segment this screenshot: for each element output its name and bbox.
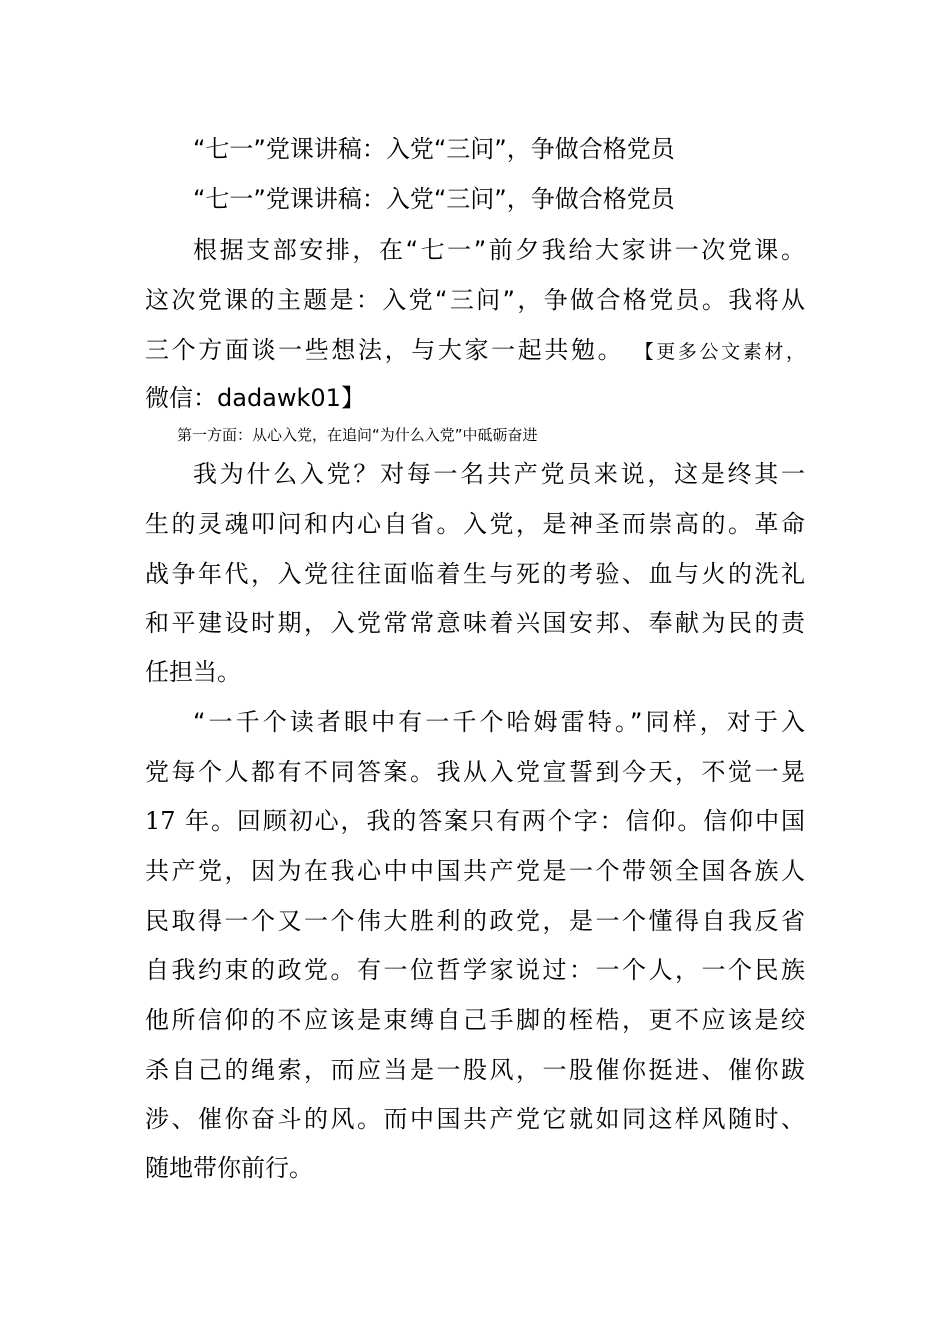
intro-line-main: 三个方面谈一些想法，与大家一起共勉。 xyxy=(145,336,625,364)
document-title-repeat: “七一”党课讲稿：入党“三问”，争做合格党员 xyxy=(193,185,675,213)
paragraph-line: 和平建设时期，入党常常意味着兴国安邦、奉献为民的责 xyxy=(145,609,805,637)
paragraph-line: 我为什么入党？对每一名共产党员来说，这是终其一 xyxy=(193,460,805,488)
years-number: 17 xyxy=(145,807,176,835)
paragraph-line: 任担当。 xyxy=(145,658,241,686)
paragraph-line: 随地带你前行。 xyxy=(145,1154,313,1182)
intro-line: 根据支部安排，在“七一”前夕我给大家讲一次党课。 xyxy=(193,236,805,264)
intro-line: 微信：dadawk01】 xyxy=(145,384,365,412)
intro-note: 【更多公文素材， xyxy=(634,341,805,363)
paragraph-line: 自我约束的政党。有一位哲学家说过：一个人，一个民族 xyxy=(145,956,805,984)
paragraph-line: 涉、催你奋斗的风。而中国共产党它就如同这样风随时、 xyxy=(145,1105,805,1133)
paragraph-line: 民取得一个又一个伟大胜利的政党，是一个懂得自我反省 xyxy=(145,907,805,935)
paragraph-line-rest: 年。回顾初心，我的答案只有两个字：信仰。信仰中国 xyxy=(185,807,805,835)
section-heading: 第一方面：从心入党，在追问“为什么入党”中砥砺奋进 xyxy=(177,426,538,444)
paragraph-line: “一千个读者眼中有一千个哈姆雷特。”同样，对于入 xyxy=(193,708,805,736)
paragraph-line: 生的灵魂叩问和内心自省。入党，是神圣而崇高的。革命 xyxy=(145,510,805,538)
paragraph-line: 共产党，因为在我心中中国共产党是一个带领全国各族人 xyxy=(145,857,805,885)
paragraph-line: 党每个人都有不同答案。我从入党宣誓到今天，不觉一晃 xyxy=(145,758,805,786)
paragraph-line: 杀自己的绳索，而应当是一股风，一股催你挺进、催你跋 xyxy=(145,1056,805,1084)
document-title: “七一”党课讲稿：入党“三问”，争做合格党员 xyxy=(193,135,675,163)
paragraph-line: 战争年代，入党往往面临着生与死的考验、血与火的洗礼 xyxy=(145,560,805,588)
intro-line: 这次党课的主题是：入党“三问”，争做合格党员。我将从 xyxy=(145,286,805,314)
paragraph-line xyxy=(145,806,805,836)
paragraph-line: 他所信仰的不应该是束缚自己手脚的桎梏，更不应该是绞 xyxy=(145,1006,805,1034)
intro-line xyxy=(145,335,805,367)
